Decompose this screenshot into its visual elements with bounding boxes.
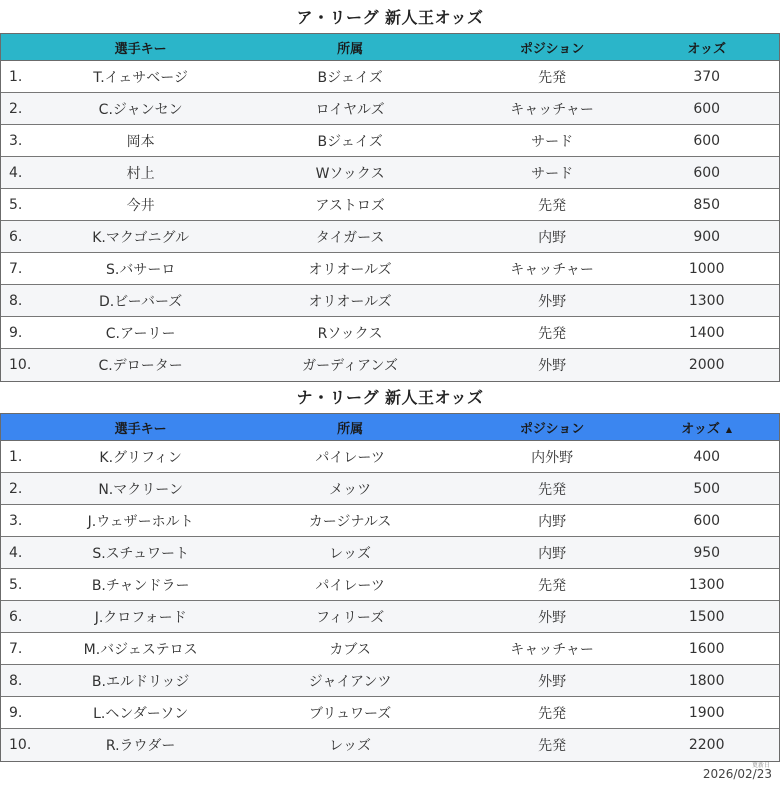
- player-cell: 岡本: [126, 133, 155, 150]
- odds-cell: 1000: [688, 260, 725, 277]
- player-cell: T.イェサベージ: [93, 69, 189, 86]
- al-odds-table: [0, 33, 780, 382]
- odds-cell: 600: [693, 100, 721, 117]
- position-cell: 内野: [538, 545, 567, 562]
- odds-cell: 950: [693, 544, 721, 561]
- odds-cell: 2000: [688, 357, 725, 373]
- nl-table-body: [1, 441, 779, 761]
- nl-odds-table: [0, 413, 780, 762]
- rank-cell: 10.: [9, 357, 32, 373]
- odds-cell: 600: [693, 164, 721, 181]
- team-cell: オリオールズ: [308, 261, 392, 278]
- table-row: [1, 61, 779, 93]
- odds-cell: 500: [693, 480, 721, 497]
- odds-cell: 600: [693, 512, 721, 529]
- rank-cell: 4.: [9, 164, 23, 181]
- table-row: [1, 253, 779, 285]
- position-cell: 先発: [538, 705, 567, 722]
- position-cell: 先発: [538, 577, 567, 594]
- odds-cell: 1400: [688, 324, 725, 341]
- table-row: [1, 349, 779, 381]
- table-row: [1, 317, 779, 349]
- player-column-header[interactable]: 選手キー: [114, 421, 167, 437]
- odds-column-label: オッズ: [681, 421, 720, 437]
- al-table-title: ア・リーグ 新人王オッズ: [296, 8, 484, 27]
- position-cell: 先発: [538, 481, 567, 498]
- position-cell: 外野: [538, 358, 567, 374]
- team-cell: Bジェイズ: [317, 133, 383, 150]
- table-row: [1, 285, 779, 317]
- rank-cell: 4.: [9, 544, 23, 561]
- player-cell: B.チャンドラー: [91, 577, 190, 594]
- table-row: [1, 665, 779, 697]
- table-row: [1, 473, 779, 505]
- position-cell: 内野: [538, 513, 567, 530]
- odds-column-header[interactable]: [634, 418, 779, 437]
- team-column-header[interactable]: 所属: [337, 41, 364, 57]
- rank-cell: 5.: [9, 196, 23, 213]
- rank-cell: 2.: [9, 100, 23, 117]
- team-cell: レッズ: [329, 545, 372, 562]
- odds-cell: 2200: [688, 737, 725, 753]
- team-cell: ロイヤルズ: [315, 101, 385, 118]
- team-cell: カージナルス: [308, 513, 392, 530]
- team-cell: ブリュワーズ: [308, 705, 392, 722]
- team-cell: カブス: [329, 641, 371, 658]
- odds-cell: 1500: [688, 608, 725, 625]
- rank-cell: 7.: [9, 640, 23, 657]
- player-cell: B.エルドリッジ: [91, 673, 190, 690]
- table-row: [1, 697, 779, 729]
- table-row: [1, 189, 779, 221]
- team-cell: タイガース: [315, 229, 385, 246]
- player-cell: K.グリフィン: [99, 449, 182, 466]
- odds-cell: 1300: [688, 292, 725, 309]
- position-cell: 先発: [538, 738, 567, 754]
- position-cell: キャッチャー: [510, 101, 594, 118]
- table-row: [1, 157, 779, 189]
- position-cell: 先発: [538, 69, 567, 86]
- odds-cell: 400: [693, 448, 721, 465]
- player-cell: R.ラウダー: [105, 738, 176, 754]
- position-cell: 先発: [538, 197, 567, 214]
- player-cell: S.バサーロ: [105, 261, 176, 278]
- player-cell: D.ビーバーズ: [99, 293, 183, 310]
- team-column-header[interactable]: 所属: [337, 421, 364, 437]
- table-row: [1, 441, 779, 473]
- player-cell: C.アーリー: [105, 325, 176, 342]
- rank-cell: 1.: [9, 448, 23, 465]
- team-cell: ジャイアンツ: [308, 673, 392, 690]
- odds-cell: 1300: [688, 576, 725, 593]
- al-table-header: [1, 34, 779, 61]
- table-row: [1, 125, 779, 157]
- rank-cell: 5.: [9, 576, 23, 593]
- position-column-header[interactable]: ポジション: [519, 41, 585, 57]
- rank-cell: 8.: [9, 292, 23, 309]
- player-cell: J.ウェザーホルト: [87, 513, 194, 530]
- position-cell: 外野: [538, 673, 567, 690]
- table-row: [1, 221, 779, 253]
- rank-cell: 6.: [9, 608, 23, 625]
- team-cell: Wソックス: [315, 165, 385, 182]
- table-row: [1, 633, 779, 665]
- team-cell: Rソックス: [317, 325, 383, 342]
- rank-cell: 10.: [9, 737, 32, 753]
- player-cell: M.バジェステロス: [83, 641, 198, 658]
- player-cell: L.ヘンダーソン: [93, 705, 189, 722]
- player-cell: 村上: [126, 165, 155, 182]
- team-cell: フィリーズ: [316, 609, 385, 626]
- odds-cell: 900: [693, 228, 721, 245]
- rank-cell: 3.: [9, 132, 23, 149]
- player-cell: J.クロフォード: [94, 609, 187, 626]
- rank-cell: 6.: [9, 228, 23, 245]
- rank-cell: 2.: [9, 480, 23, 497]
- position-cell: 内外野: [531, 449, 574, 466]
- table-row: [1, 537, 779, 569]
- rank-cell: 9.: [9, 324, 23, 341]
- team-cell: レッズ: [329, 738, 372, 754]
- table-row: [1, 601, 779, 633]
- team-cell: アストロズ: [315, 197, 385, 214]
- position-cell: 外野: [538, 609, 567, 626]
- rank-cell: 7.: [9, 260, 23, 277]
- player-cell: S.スチュワート: [92, 545, 189, 562]
- nl-table-header: [1, 414, 779, 441]
- player-cell: 今井: [126, 197, 155, 214]
- rank-cell: 1.: [9, 68, 23, 85]
- position-cell: 先発: [538, 325, 567, 342]
- player-cell: N.マクリーン: [98, 481, 183, 498]
- nl-table-title: ナ・リーグ 新人王オッズ: [296, 388, 484, 407]
- odds-cell: 600: [693, 132, 721, 149]
- position-cell: サード: [531, 133, 574, 150]
- team-cell: パイレーツ: [315, 577, 385, 594]
- updated-date: 2026/02/23: [702, 767, 772, 781]
- player-cell: K.マクゴニグル: [92, 229, 190, 246]
- table-row: [1, 505, 779, 537]
- team-cell: Bジェイズ: [317, 69, 383, 86]
- team-cell: オリオールズ: [308, 293, 392, 310]
- player-cell: C.デローター: [98, 358, 183, 374]
- sort-ascending-icon[interactable]: ▲: [725, 424, 733, 434]
- odds-cell: 1900: [688, 704, 725, 721]
- team-cell: パイレーツ: [315, 449, 385, 466]
- position-column-header[interactable]: ポジション: [519, 421, 585, 437]
- rank-cell: 3.: [9, 512, 23, 529]
- table-row: [1, 569, 779, 601]
- table-row: [1, 93, 779, 125]
- position-cell: 内野: [538, 229, 567, 246]
- position-cell: サード: [531, 165, 574, 182]
- al-table-body: [1, 61, 779, 381]
- odds-cell: 370: [693, 68, 721, 85]
- odds-cell: 1800: [688, 672, 725, 689]
- table-row: [1, 729, 779, 761]
- odds-cell: 850: [693, 196, 721, 213]
- odds-cell: 1600: [688, 640, 725, 657]
- position-cell: キャッチャー: [510, 641, 594, 658]
- rank-cell: 9.: [9, 704, 23, 721]
- rank-cell: 8.: [9, 672, 23, 689]
- team-cell: メッツ: [329, 481, 372, 498]
- position-cell: 外野: [538, 293, 567, 310]
- position-cell: キャッチャー: [510, 261, 594, 278]
- player-cell: C.ジャンセン: [98, 101, 183, 118]
- updated-label: 更新日: [751, 762, 770, 769]
- odds-column-header[interactable]: オッズ: [687, 41, 726, 57]
- team-cell: ガーディアンズ: [302, 358, 399, 374]
- player-column-header[interactable]: 選手キー: [114, 41, 167, 57]
